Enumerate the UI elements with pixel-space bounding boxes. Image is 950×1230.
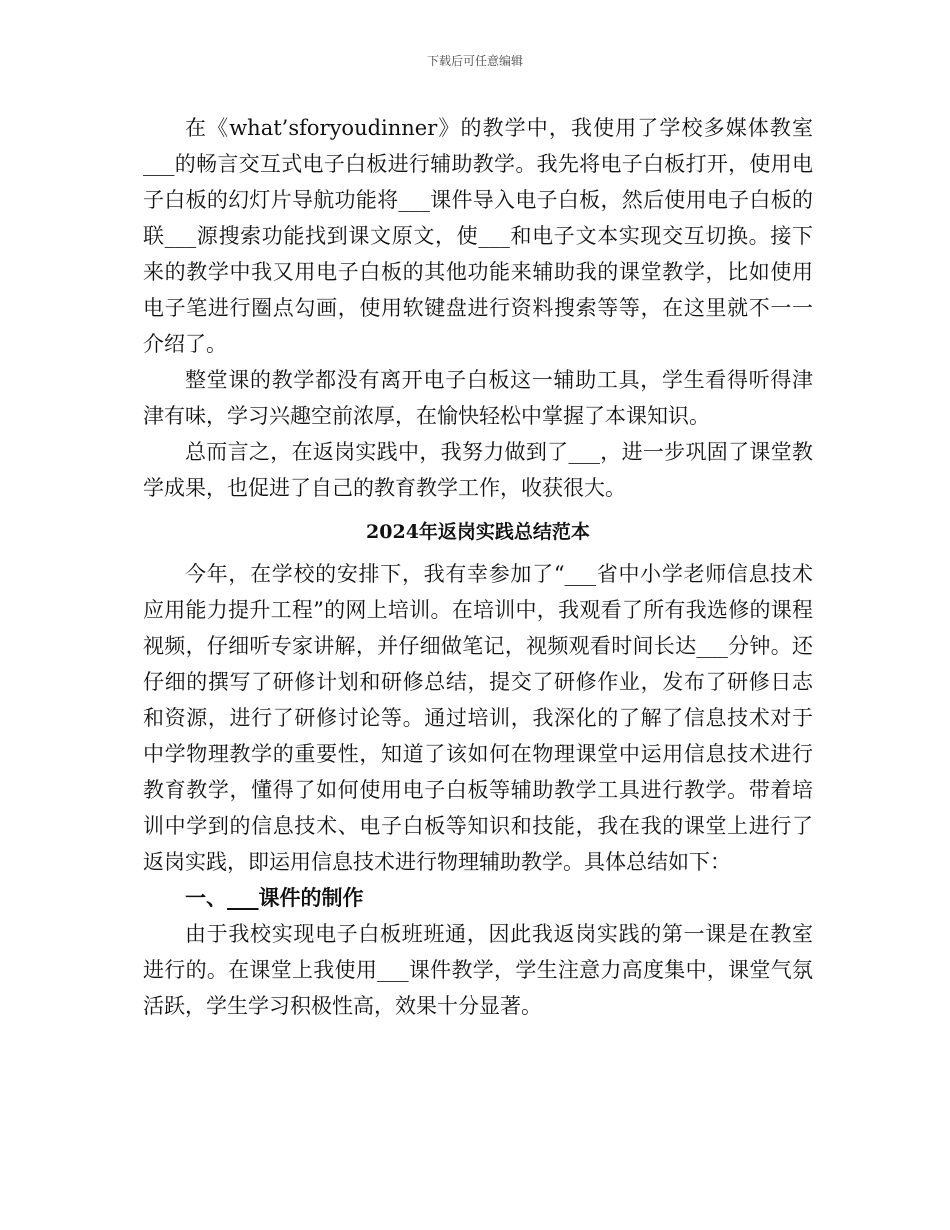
document-body [143,110,813,1024]
paragraph: 总而言之，在返岗实践中，我努力做到了___，进一步巩固了课堂教学成果，也促进了自己的教育教学工作，收获很大。 [143,440,813,500]
document-title: 2024年返岗实践总结范本 [366,521,590,543]
header-note: 下载后可任意编辑 [426,54,523,68]
paragraph: 在《what’sforyoudinner》的教学中，我使用了学校多媒体教室___的畅言交互式电子白板进行辅助教学。我先将电子白板打开，使用电子白板的幻灯片导航功能将___课件导入电子白板，然后使用电子白板的联___源搜索功能找到课文原文，使___和电子文本实现交互切换。接下来的教学中我又用电子白板的其他功能来辅助我的课堂教学，比如使用电子笔进行圈点勾画，使用软键盘进行资料搜索等等，在这里就不一一介绍了。 [143,116,813,356]
paragraph: 整堂课的教学都没有离开电子白板这一辅助工具，学生看得听得津津有味，学习兴趣空前浓厚，在愉快轻松中掌握了本课知识。 [143,368,813,428]
paragraph: 由于我校实现电子白板班班通，因此我返岗实践的第一课是在教室进行的。在课堂上我使用___课件教学，学生注意力高度集中，课堂气氛活跃，学生学习积极性高，效果十分显著。 [143,922,813,1018]
section-heading: 一、___课件的制作 [185,885,364,910]
paragraph: 今年，在学校的安排下，我有幸参加了“___省中小学老师信息技术应用能力提升工程”的网上培训。在培训中，我观看了所有我选修的课程视频，仔细听专家讲解，并仔细做笔记，视频观看时间长达___分钟。还仔细的撰写了研修计划和研修总结，提交了研修作业，发布了研修日志和资源，进行了研修讨论等。通过培训，我深化的了解了信息技术对于中学物理教学的重要性，知道了该如何在物理课堂中运用信息技术进行教育教学，懂得了如何使用电子白板等辅助教学工具进行教学。带着培训中学到的信息技术、电子白板等知识和技能，我在我的课堂上进行了返岗实践，即运用信息技术进行物理辅助教学。具体总结如下： [143,562,813,874]
